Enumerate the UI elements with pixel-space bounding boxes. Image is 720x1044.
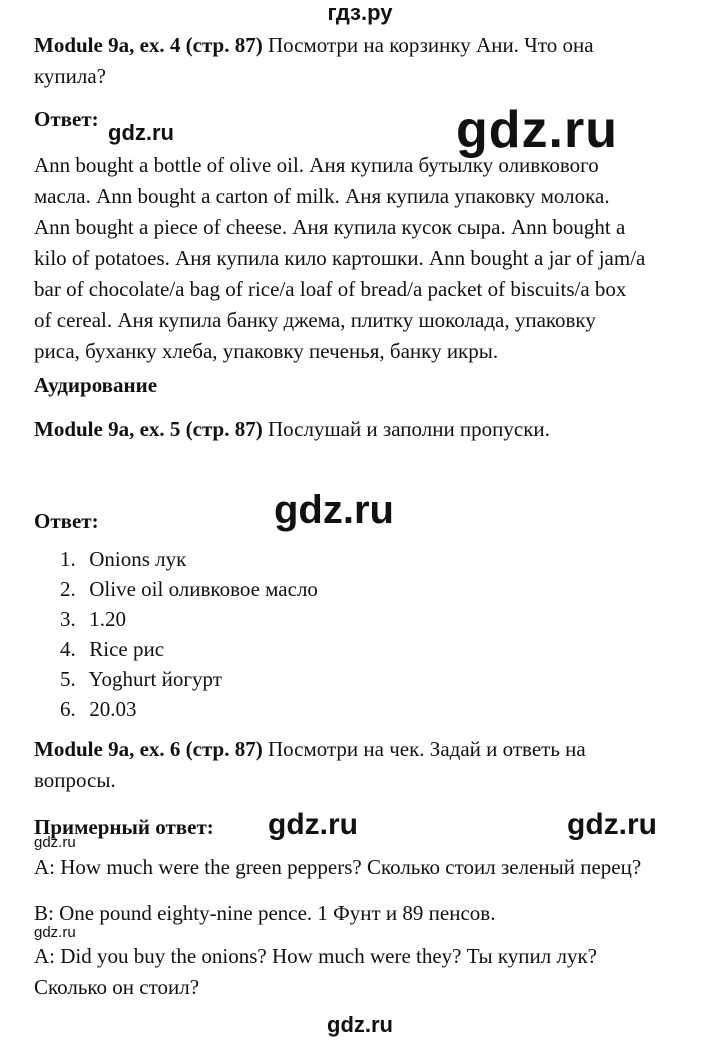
item-number: 2. <box>60 577 76 601</box>
list-item <box>60 544 318 574</box>
ex4-ref: Module 9a, ex. 4 (стр. 87) <box>34 33 263 57</box>
watermark-medium: gdz.ru <box>567 808 657 841</box>
ex5-answer-list <box>60 544 318 724</box>
item-number: 1. <box>60 547 76 571</box>
watermark-footer: gdz.ru <box>327 1012 393 1037</box>
item-number: 3. <box>60 607 76 631</box>
ex6-dialog-line: A: How much were the green peppers? Сколько стоил зеленый перец? <box>34 855 642 879</box>
watermark-medium: gdz.ru <box>268 808 358 841</box>
ex5-ref: Module 9a, ex. 5 (стр. 87) <box>34 417 263 441</box>
ex4-task-line2: купила? <box>34 64 107 88</box>
section-title: Аудирование <box>34 373 158 397</box>
ex6-dialog-line: Сколько он стоил? <box>34 975 200 999</box>
ex4-line: риса, буханку хлеба, упаковку печенья, банку икры. <box>34 339 499 363</box>
item-text: Onions лук <box>89 547 187 571</box>
ex6-ref: Module 9a, ex. 6 (стр. 87) <box>34 737 263 761</box>
site-header: гдз.ру <box>327 0 393 25</box>
ex4-line: kilo of potatoes. Аня купила кило картошки. Ann bought a jar of jam/a <box>34 246 646 270</box>
ex6-answer-label: Примерный ответ: <box>34 815 214 839</box>
item-text: Rice рис <box>89 637 165 661</box>
ex5-task-text: Послушай и заполни пропуски. <box>262 417 550 441</box>
watermark-big: gdz.ru <box>456 101 618 159</box>
ex6-task-text: Посмотри на чек. Задай и ответь на <box>262 737 586 761</box>
watermark-small: gdz.ru <box>108 120 174 145</box>
ex6-task <box>34 734 586 765</box>
list-item <box>60 694 318 724</box>
ex4-line: Ann bought a piece of cheese. Аня купила кусок сыра. Ann bought a <box>34 215 626 239</box>
list-item <box>60 634 318 664</box>
item-number: 6. <box>60 697 76 721</box>
ex6-dialog-line: A: Did you buy the onions? How much were they? Ты купил лук? <box>34 944 598 968</box>
ex4-line: bar of chocolate/a bag of rice/a loaf of bread/a packet of biscuits/a box <box>34 277 627 301</box>
watermark-tiny: gdz.ru <box>34 924 76 941</box>
list-item <box>60 664 318 694</box>
ex5-task <box>34 414 550 445</box>
ex4-task-text: Посмотри на корзинку Ани. Что она <box>262 33 594 57</box>
watermark-tiny: gdz.ru <box>34 834 76 851</box>
list-item <box>60 604 318 634</box>
ex6-task-line2: вопросы. <box>34 768 116 792</box>
watermark-medium: gdz.ru <box>274 488 394 532</box>
ex4-answer-text <box>34 150 645 367</box>
item-text: Olive oil оливковое масло <box>89 577 318 601</box>
ex4-answer-label: Ответ: <box>34 107 99 131</box>
item-number: 5. <box>60 667 76 691</box>
ex4-task <box>34 30 594 61</box>
ex5-answer-label: Ответ: <box>34 509 99 533</box>
ex4-line: масла. Ann bought a carton of milk. Аня купила упаковку молока. <box>34 184 610 208</box>
ex4-line: Ann bought a bottle of olive oil. Аня купила бутылку оливкового <box>34 153 599 177</box>
ex6-dialog-line: B: One pound eighty-nine pence. 1 Фунт и 89 пенсов. <box>34 901 496 925</box>
item-text: Yoghurt йогурт <box>88 667 222 691</box>
item-text: 1.20 <box>89 607 126 631</box>
item-number: 4. <box>60 637 76 661</box>
item-text: 20.03 <box>89 697 137 721</box>
list-item <box>60 574 318 604</box>
ex4-line: of cereal. Аня купила банку джема, плитку шоколада, упаковку <box>34 308 596 332</box>
